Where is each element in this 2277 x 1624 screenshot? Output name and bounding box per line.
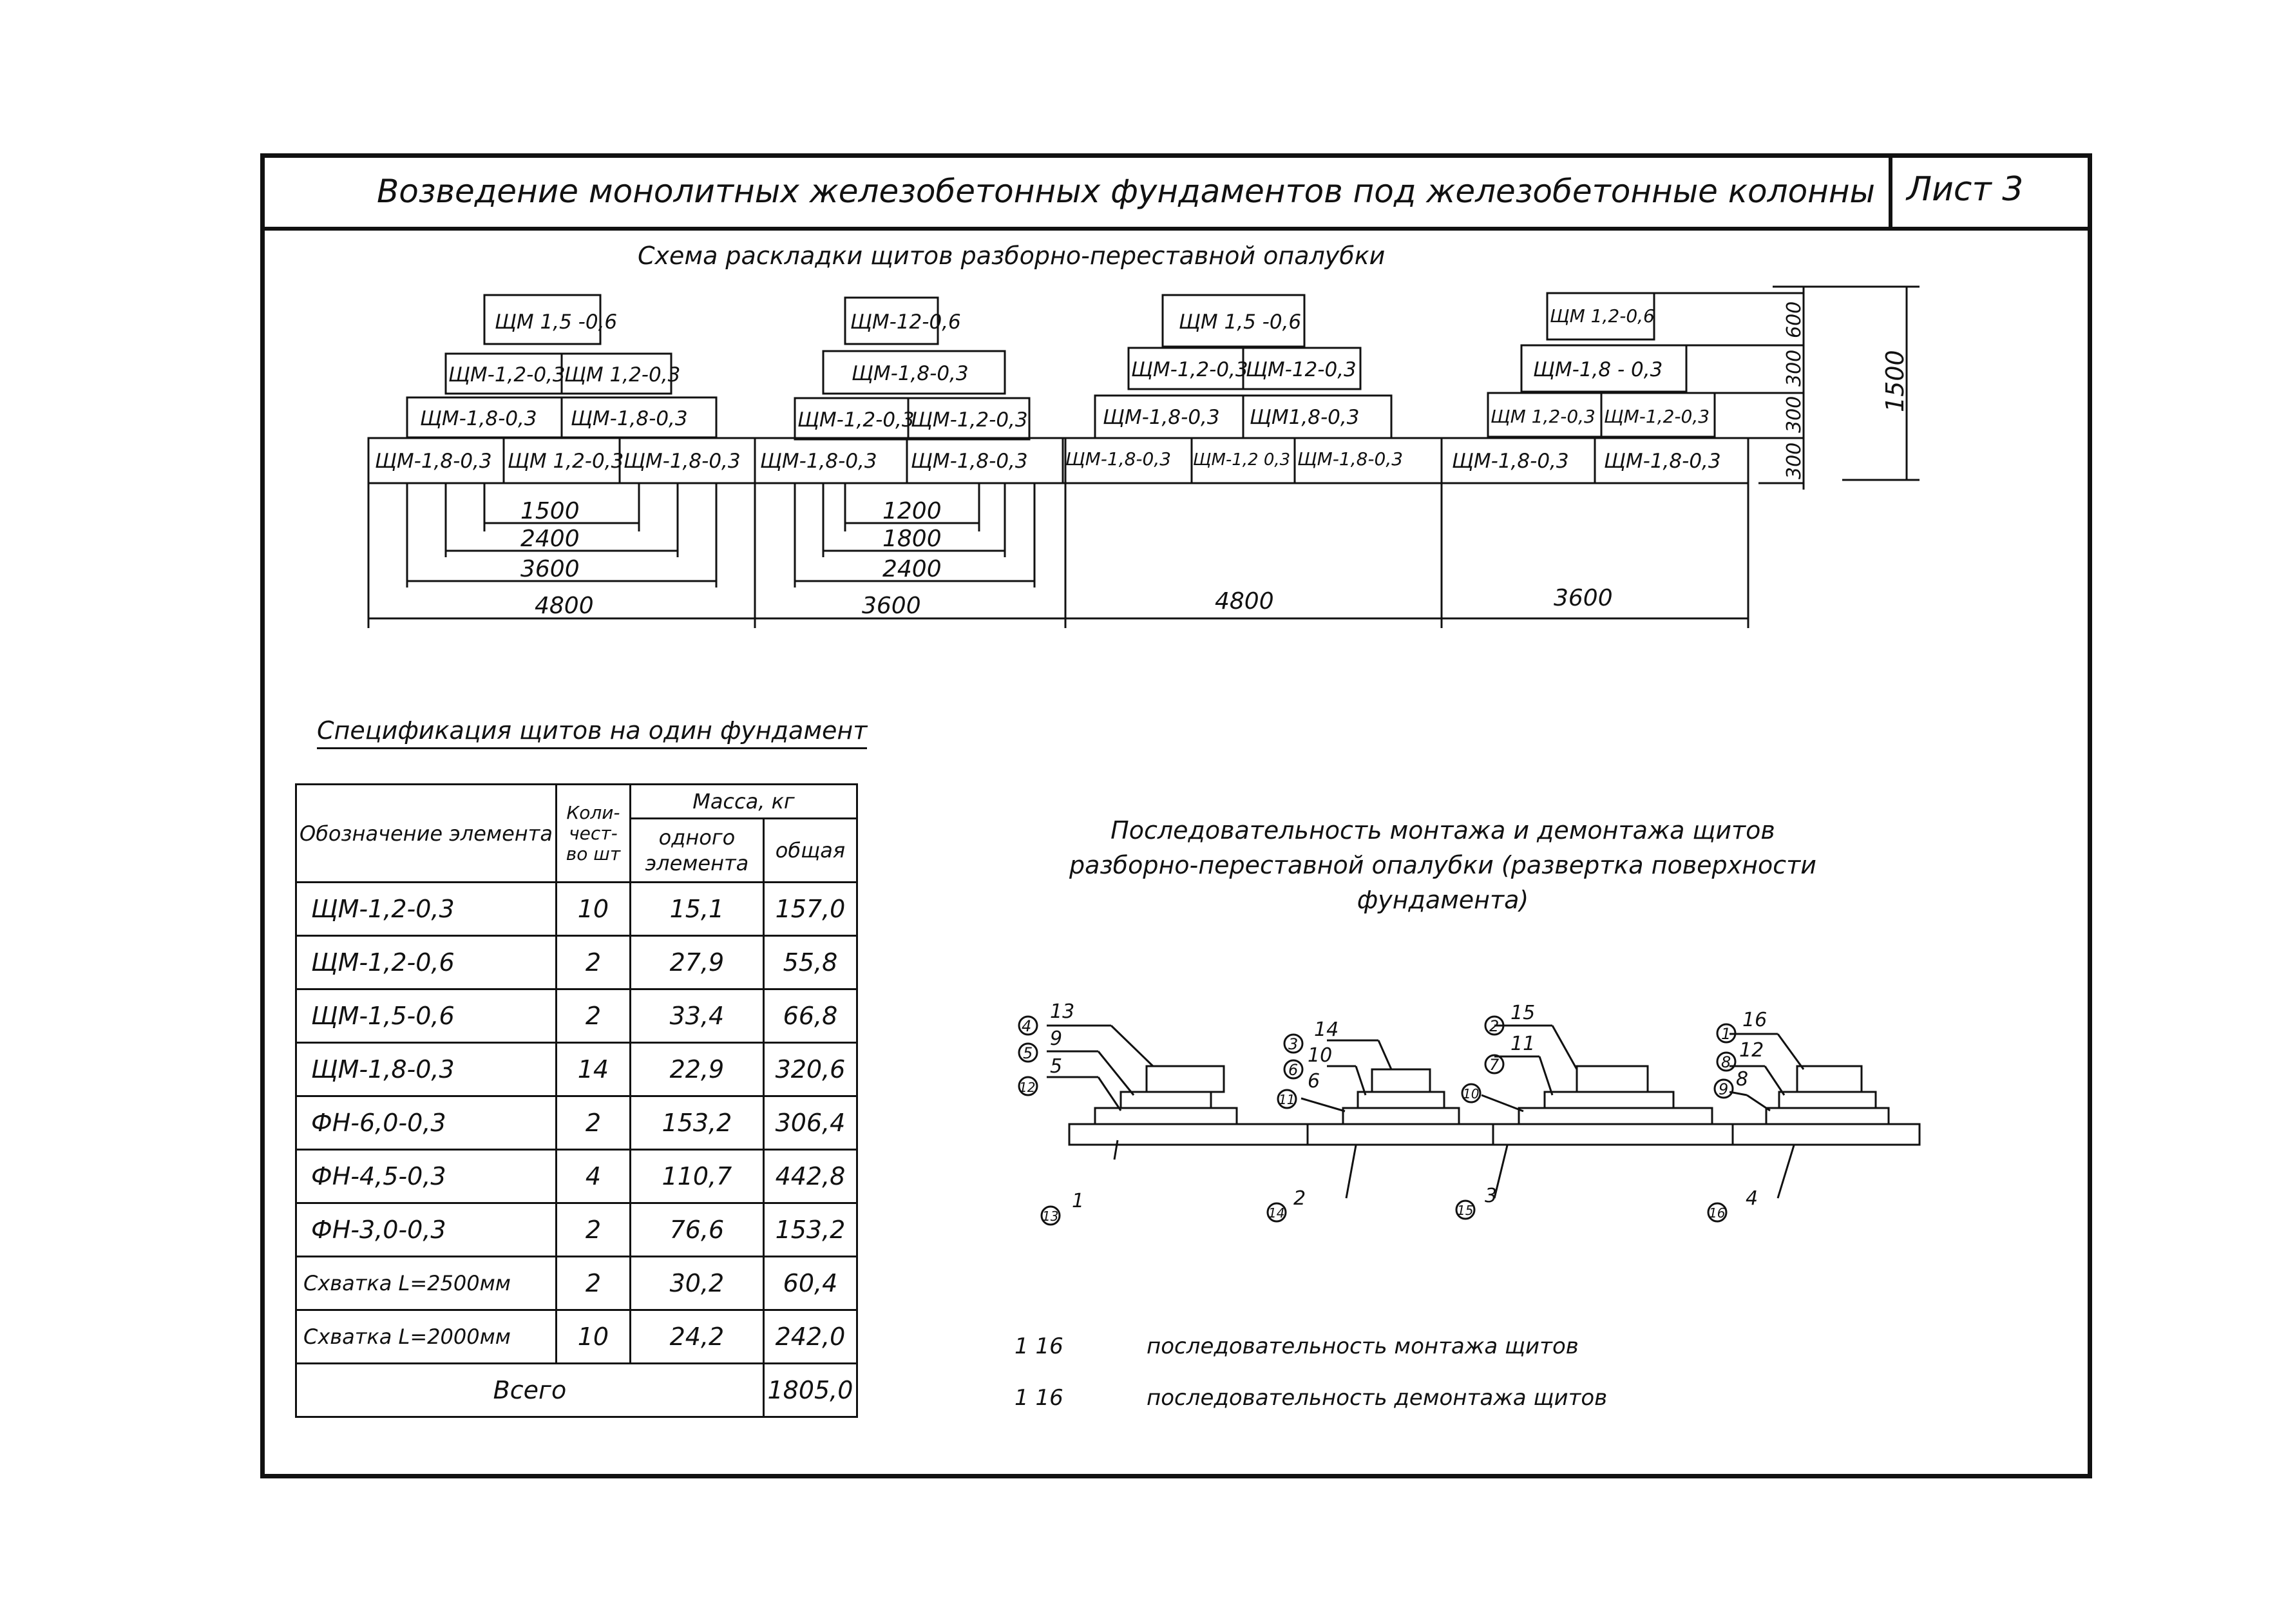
legend-range: 1 16: [1015, 1333, 1063, 1359]
callout-num: 14: [1268, 1205, 1285, 1221]
height-dim: 600: [1783, 301, 1805, 338]
header-mass-one: одного элемента: [630, 819, 763, 883]
callout-num: 2: [1489, 1017, 1500, 1035]
callout-num: 9: [1719, 1080, 1729, 1098]
dim-label: 1200: [882, 498, 942, 524]
callout-num: 11: [1279, 1092, 1295, 1107]
dim-label: 4800: [1215, 588, 1274, 615]
table-row: ЩМ-1,5-0,6 2 33,4 66,8: [296, 989, 857, 1043]
legend-range: 1 16: [1015, 1385, 1063, 1411]
callout-num: 10: [1463, 1086, 1480, 1102]
callout-num: 15: [1457, 1203, 1474, 1218]
table-row: ЩМ-1,2-0,6 2 27,9 55,8: [296, 936, 857, 989]
callout-num: 6: [1308, 1070, 1320, 1093]
panel-label: ЩМ-1,2-0,3: [911, 408, 1028, 432]
height-dim-total: 1500: [1881, 350, 1909, 412]
sequence-title: Последовательность монтажа и демонтажа щитов разборно-переставной опалубки (развертка поверхности фундамента): [1069, 816, 1816, 914]
panel-label: ЩМ1,8-0,3: [1250, 406, 1360, 429]
callout-num: 9: [1050, 1027, 1063, 1050]
dim-label: 1800: [882, 526, 942, 552]
spec-table: [295, 783, 858, 1418]
scheme-title: Схема раскладки щитов разборно-переставной опалубки: [638, 242, 1386, 270]
callout-num: 5: [1050, 1055, 1063, 1078]
panel-label: ЩМ-1,8-0,3: [571, 407, 688, 430]
dim-label: 3600: [862, 593, 921, 619]
table-row: ФН-4,5-0,3 4 110,7 442,8: [296, 1150, 857, 1203]
callout-num: 1: [1072, 1190, 1085, 1212]
callout-num: 13: [1042, 1208, 1059, 1224]
panel-label: ЩМ-1,8-0,3: [1297, 448, 1404, 470]
sheet-number: Лист 3: [1907, 170, 2024, 209]
dim-label: 4800: [535, 593, 594, 619]
callout-num: 12: [1019, 1080, 1036, 1095]
callout-num: 12: [1739, 1039, 1764, 1062]
panel-label: ЩМ 1,5 -0,6: [1179, 310, 1302, 334]
panel-label: ЩМ-1,2-0,3: [797, 408, 915, 432]
table-total-row: Всего 1805,0: [296, 1364, 857, 1417]
dim-label: 2400: [520, 526, 580, 552]
callout-num: 16: [1709, 1205, 1726, 1221]
header-mass-total: общая: [763, 819, 857, 883]
dim-label: 3600: [520, 556, 580, 582]
legend-text: последовательность демонтажа щитов: [1147, 1385, 1608, 1411]
drawing-title: Возведение монолитных железобетонных фундаментов под железобетонные колонны: [377, 173, 1876, 210]
table-row: Схватка L=2000мм 10 24,2 242,0: [296, 1310, 857, 1364]
callout-num: 5: [1023, 1044, 1033, 1062]
panel-label: ЩМ-1,8-0,3: [375, 450, 492, 473]
callout-num: 8: [1721, 1053, 1731, 1071]
callout-num: 1: [1721, 1025, 1731, 1043]
height-dim: 300: [1783, 349, 1805, 387]
panel-label: ЩМ-1,8-0,3: [1103, 406, 1220, 429]
height-dim: 300: [1783, 396, 1805, 433]
callout-num: 10: [1308, 1044, 1333, 1067]
panel-label: ЩМ-1,8-0,3: [760, 450, 877, 473]
callout-num: 4: [1022, 1017, 1032, 1035]
panel-label: ЩМ 1,2-0,3: [564, 363, 681, 387]
callout-num: 3: [1485, 1185, 1498, 1207]
panel-label: ЩМ 1,2-0,3: [1491, 406, 1596, 427]
callout-num: 7: [1489, 1056, 1500, 1074]
panel-label: ЩМ-1,8-0,3: [911, 450, 1028, 473]
table-row: Схватка L=2500мм 2 30,2 60,4: [296, 1257, 857, 1310]
dim-label: 1500: [520, 498, 580, 524]
panel-label: ЩМ-1,8 - 0,3: [1533, 358, 1663, 381]
callout-num: 14: [1314, 1018, 1339, 1041]
panel-label: ЩМ-1,8-0,3: [852, 362, 969, 385]
dim-label: 2400: [882, 556, 942, 582]
panel-label: ЩМ-1,2-0,3: [1131, 358, 1248, 381]
panel-label: ЩМ 1,2-0,3: [508, 450, 624, 473]
callout-num: 8: [1736, 1068, 1749, 1091]
table-row: ЩМ-1,2-0,3 10 15,1 157,0: [296, 883, 857, 936]
table-row: ФН-6,0-0,3 2 153,2 306,4: [296, 1096, 857, 1150]
panel-label: ЩМ-1,8-0,3: [420, 407, 537, 430]
callout-num: 15: [1510, 1002, 1536, 1024]
panel-label: ЩМ-1,2 0,3: [1193, 450, 1291, 470]
panel-label: ЩМ-1,2-0,3: [1604, 406, 1710, 427]
table-row: ЩМ-1,8-0,3 14 22,9 320,6: [296, 1043, 857, 1096]
header-mass: Масса, кг: [630, 785, 857, 819]
callout-num: 16: [1742, 1009, 1767, 1031]
header-designation: Обозначение элемента: [296, 785, 557, 883]
panel-label: ЩМ-1,8-0,3: [1065, 448, 1172, 470]
panel-label: ЩМ-1,2-0,3: [448, 363, 566, 387]
callout-num: 11: [1510, 1033, 1536, 1055]
spec-title: Спецификация щитов на один фундамент: [317, 716, 867, 749]
header-count: Коли-чест-во шт: [556, 785, 630, 883]
height-dim: 300: [1783, 442, 1805, 479]
panel-label: ЩМ 1,5 -0,6: [495, 310, 618, 334]
panel-label: ЩМ-1,8-0,3: [1452, 450, 1569, 473]
callout-num: 13: [1050, 1000, 1075, 1023]
callout-num: 3: [1288, 1035, 1299, 1053]
panel-label: ЩМ-12-0,6: [850, 310, 961, 334]
callout-num: 6: [1288, 1061, 1299, 1079]
callout-num: 4: [1746, 1187, 1758, 1210]
callout-num: 2: [1293, 1187, 1306, 1210]
table-row: ФН-3,0-0,3 2 76,6 153,2: [296, 1203, 857, 1257]
panel-label: ЩМ-1,8-0,3: [624, 450, 741, 473]
legend-text: последовательность монтажа щитов: [1147, 1333, 1579, 1359]
panel-label: ЩМ 1,2-0,6: [1550, 305, 1655, 327]
panel-label: ЩМ-12-0,3: [1246, 358, 1357, 381]
panel-label: ЩМ-1,8-0,3: [1604, 450, 1721, 473]
dim-label: 3600: [1554, 585, 1613, 611]
